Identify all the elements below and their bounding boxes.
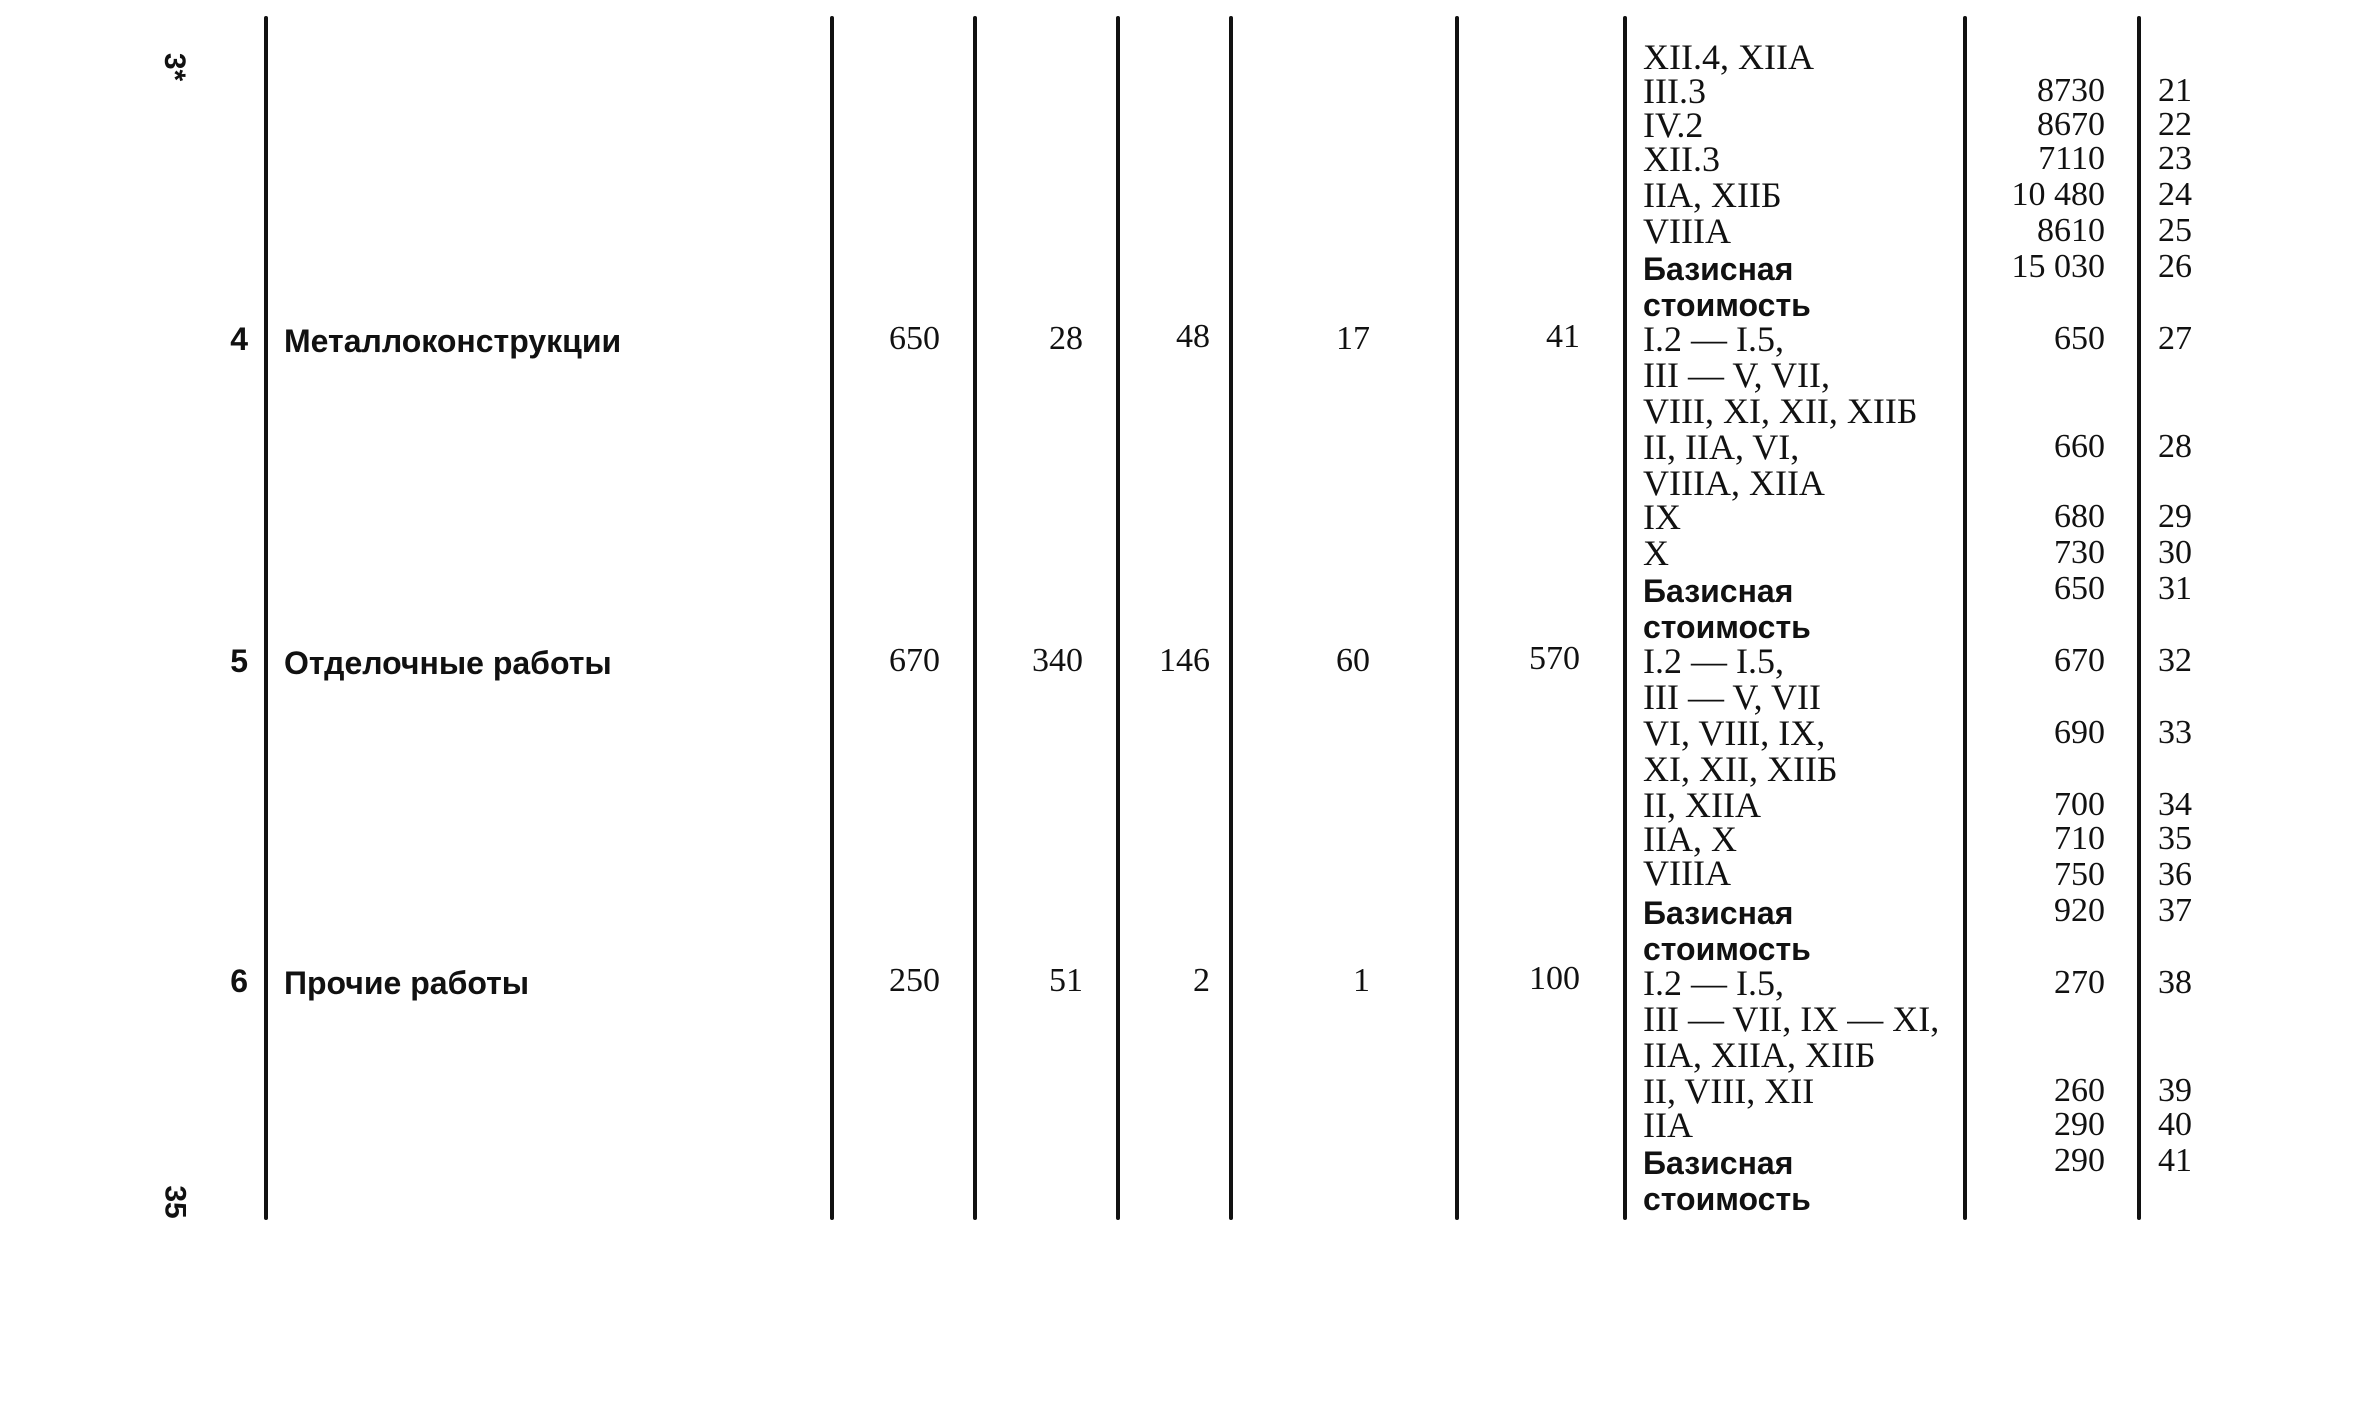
side-mark-top: 3* <box>158 52 192 82</box>
work-name: Отделочные работы <box>284 645 612 681</box>
regional-cost: 660 <box>2054 428 2105 465</box>
region-line: II, XIIA <box>1643 785 1761 825</box>
region-line: XII.3 <box>1643 139 1720 179</box>
column-rule <box>1229 16 1233 1220</box>
regional-cost: 650 <box>2054 570 2105 607</box>
cost-cell: 60 <box>1336 642 1370 679</box>
column-rule <box>1963 16 1967 1220</box>
column-rule <box>264 16 268 1220</box>
region-line: III.3 <box>1643 71 1706 111</box>
line-index: 24 <box>2158 176 2192 213</box>
regional-cost: 680 <box>2054 498 2105 535</box>
cost-cell: 2 <box>1193 962 1210 999</box>
regional-cost: 670 <box>2054 642 2105 679</box>
regional-cost: 290 <box>2054 1142 2105 1179</box>
cost-cell: 146 <box>1159 642 1210 679</box>
cost-cell: 51 <box>1049 962 1083 999</box>
line-index: 25 <box>2158 212 2192 249</box>
regional-cost: 15 030 <box>2011 248 2105 285</box>
region-line: VI, VIII, IX, <box>1643 713 1826 753</box>
line-index: 33 <box>2158 714 2192 751</box>
cost-cell: 340 <box>1032 642 1083 679</box>
line-index: 34 <box>2158 786 2192 823</box>
region-line: X <box>1643 533 1669 573</box>
regional-cost: 730 <box>2054 534 2105 571</box>
regional-cost: 700 <box>2054 786 2105 823</box>
cost-cell: 28 <box>1049 320 1083 357</box>
region-line: I.2 — I.5, <box>1643 641 1784 681</box>
line-index: 37 <box>2158 892 2192 929</box>
column-rule <box>973 16 977 1220</box>
cost-cell: 17 <box>1336 320 1370 357</box>
region-line: III — V, VII <box>1643 677 1821 717</box>
column-rule <box>830 16 834 1220</box>
line-index: 29 <box>2158 498 2192 535</box>
regional-cost: 270 <box>2054 964 2105 1001</box>
region-line: VIIIA <box>1643 853 1731 893</box>
line-index: 41 <box>2158 1142 2192 1179</box>
regional-cost: 690 <box>2054 714 2105 751</box>
regional-cost: 650 <box>2054 320 2105 357</box>
region-line: VIIIA, XIIA <box>1643 463 1825 503</box>
regional-cost: 8610 <box>2037 212 2105 249</box>
line-index: 23 <box>2158 140 2192 177</box>
cost-cell: 41 <box>1546 318 1580 355</box>
cost-cell: 650 <box>889 320 940 357</box>
regional-cost: 290 <box>2054 1106 2105 1143</box>
line-index: 30 <box>2158 534 2192 571</box>
region-line: III — VII, IX — XI, <box>1643 999 1940 1039</box>
cost-cell: 570 <box>1529 640 1580 677</box>
regional-cost: 920 <box>2054 892 2105 929</box>
regional-cost: 710 <box>2054 820 2105 857</box>
side-mark-bottom: 35 <box>158 1185 192 1219</box>
line-index: 26 <box>2158 248 2192 285</box>
line-index: 39 <box>2158 1072 2192 1109</box>
column-rule <box>1623 16 1627 1220</box>
region-line: IIA, XIIA, XIIБ <box>1643 1035 1876 1075</box>
row-number: 5 <box>230 643 248 679</box>
column-rule <box>1116 16 1120 1220</box>
region-line: VIIIA <box>1643 211 1731 251</box>
row-number: 6 <box>230 963 248 999</box>
region-line: стоимость <box>1643 609 1811 645</box>
region-line: IIA, X <box>1643 819 1737 859</box>
regional-cost: 750 <box>2054 856 2105 893</box>
region-line: Базисная <box>1643 251 1794 287</box>
region-line: I.2 — I.5, <box>1643 319 1784 359</box>
region-line: стоимость <box>1643 931 1811 967</box>
region-line: стоимость <box>1643 1181 1811 1217</box>
region-line: IIA <box>1643 1105 1693 1145</box>
line-index: 35 <box>2158 820 2192 857</box>
region-line: II, VIII, XII <box>1643 1071 1815 1111</box>
cost-cell: 1 <box>1353 962 1370 999</box>
region-line: Базисная <box>1643 573 1794 609</box>
region-line: IIA, XIIБ <box>1643 175 1782 215</box>
region-line: Базисная <box>1643 1145 1794 1181</box>
region-line: XI, XII, XIIБ <box>1643 749 1838 789</box>
regional-cost: 260 <box>2054 1072 2105 1109</box>
line-index: 32 <box>2158 642 2192 679</box>
line-index: 31 <box>2158 570 2192 607</box>
line-index: 28 <box>2158 428 2192 465</box>
region-line: III — V, VII, <box>1643 355 1830 395</box>
row-number: 4 <box>230 321 248 357</box>
region-line: XII.4, XIIA <box>1643 37 1814 77</box>
line-index: 36 <box>2158 856 2192 893</box>
region-line: IX <box>1643 497 1681 537</box>
column-rule <box>1455 16 1459 1220</box>
regional-cost: 8670 <box>2037 106 2105 143</box>
line-index: 21 <box>2158 72 2192 109</box>
regional-cost: 7110 <box>2038 140 2105 177</box>
region-line: II, IIA, VI, <box>1643 427 1800 467</box>
line-index: 40 <box>2158 1106 2192 1143</box>
regional-cost: 10 480 <box>2011 176 2105 213</box>
cost-cell: 48 <box>1176 318 1210 355</box>
line-index: 27 <box>2158 320 2192 357</box>
line-index: 38 <box>2158 964 2192 1001</box>
cost-cell: 100 <box>1529 960 1580 997</box>
column-rule <box>2137 16 2141 1220</box>
work-name: Прочие работы <box>284 965 530 1001</box>
region-line: IV.2 <box>1643 105 1704 145</box>
region-line: Базисная <box>1643 895 1794 931</box>
region-line: I.2 — I.5, <box>1643 963 1784 1003</box>
region-line: VIII, XI, XII, XIIБ <box>1643 391 1918 431</box>
cost-cell: 670 <box>889 642 940 679</box>
cost-cell: 250 <box>889 962 940 999</box>
work-name: Металлоконструкции <box>284 323 622 359</box>
regional-cost: 8730 <box>2037 72 2105 109</box>
line-index: 22 <box>2158 106 2192 143</box>
region-line: стоимость <box>1643 287 1811 323</box>
